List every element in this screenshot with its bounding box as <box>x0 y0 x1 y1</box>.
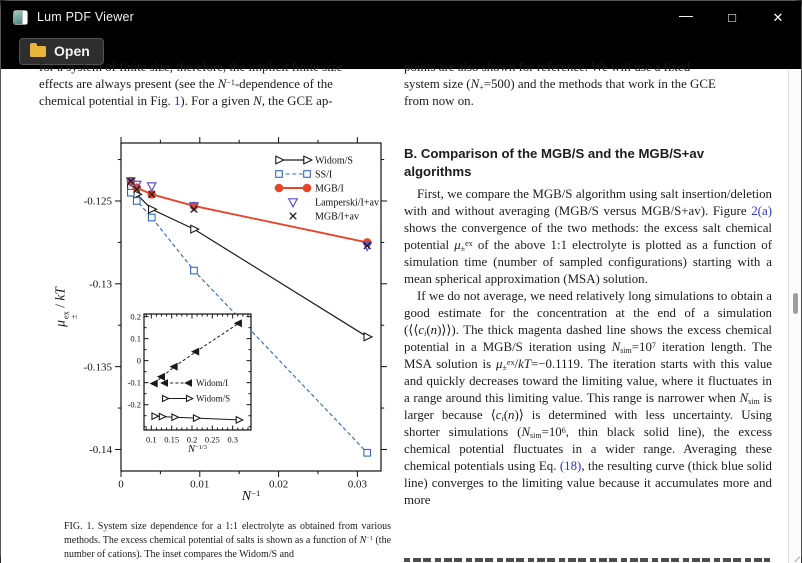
window-controls <box>663 1 801 33</box>
figure-1-chart <box>39 133 391 525</box>
app-icon-left-pane <box>14 11 22 24</box>
left-column <box>39 60 391 110</box>
svg-text:-0.125: -0.125 <box>83 195 112 208</box>
svg-text:SS/I: SS/I <box>315 169 333 181</box>
maximize-icon: □ <box>728 9 736 25</box>
svg-text:-0.14: -0.14 <box>89 444 112 457</box>
svg-text:0: 0 <box>136 355 141 366</box>
right-column <box>404 60 773 509</box>
svg-text:-0.1: -0.1 <box>127 377 141 388</box>
svg-text:Lamperski/I+av: Lamperski/I+av <box>315 197 379 209</box>
text-line: for a system of finite size; therefore, the implicit finite size <box>39 60 343 74</box>
app-icon <box>13 10 28 25</box>
titlebar <box>1 1 801 33</box>
y-axis-label: μ ex ± / kT <box>52 287 79 327</box>
figure-caption: FIG. 1. System size dependence for a 1:1 electrolyte as obtained from various methods. The excess chemical potential of salts is shown as a function of $N^{-1}$ (the number of cations). The inset compares the Widom/S and <box>64 521 392 560</box>
open-button-label: Open <box>54 42 90 59</box>
window-title: Lum PDF Viewer <box>37 10 135 24</box>
svg-text:MGB/I+av: MGB/I+av <box>315 211 359 223</box>
maximize-button[interactable] <box>709 1 755 33</box>
text-line: from now on. <box>404 94 474 108</box>
pdf-page <box>1 60 788 563</box>
text-line: chemical potential in Fig. 1). For a given N, the GCE ap- <box>39 94 333 108</box>
clipped-text-line <box>404 558 770 562</box>
scrollbar-thumb[interactable] <box>793 293 798 314</box>
section-heading: B. Comparison of the MGB/S and the MGB/S+av algorithms <box>404 146 705 179</box>
minimize-icon: — <box>679 6 693 23</box>
svg-text:0.3: 0.3 <box>227 434 239 445</box>
text-line: system size $(N_+=500)$ and the methods that work in the GCE <box>404 77 716 93</box>
svg-text:0.25: 0.25 <box>204 434 220 445</box>
svg-text:MGB/I: MGB/I <box>315 183 344 195</box>
folder-icon <box>30 46 46 57</box>
paragraph-2: If we do not average, we need relatively long simulations to obtain a good estimate for the concentration at the end of a simulation $(⟨⟨c_i(n)⟩⟩)$. The thick magenta dashed line shows the excess chemical potential in a MGB/S iteration using $N_{sim}=10^7$ iteration length. The MSA solution is $\mu_\pm^{ex}/kT=-0.1119$. The iteration starts with this value and quickly decreases toward the limiting value, where it fluctuates in a range around this limiting value. This range is narrower when $N_{sim}$ is larger because $⟨c_i(n)⟩$ is determined with less uncertainty. Using shorter simulations ($N_{sim}=10^6$, thin black solid line), the excess chemical potential fluctuates in a wider range. Averaging these chemical potentials using Eq. (18), the resulting curve (thick blue solid line) converges to the limiting value because it accumulates more and more <box>404 289 772 507</box>
svg-text:-0.135: -0.135 <box>83 361 112 374</box>
svg-text:0.1: 0.1 <box>130 333 141 344</box>
scrollbar[interactable] <box>788 69 801 563</box>
close-button[interactable] <box>755 1 801 33</box>
svg-text:0.01: 0.01 <box>190 478 210 491</box>
close-icon: ✕ <box>772 9 784 25</box>
svg-text:Widom/I: Widom/I <box>196 378 229 389</box>
svg-text:0.03: 0.03 <box>347 478 367 491</box>
svg-text:0: 0 <box>118 478 124 491</box>
figure-1 <box>39 133 391 525</box>
svg-text:0.2: 0.2 <box>130 311 141 322</box>
app-icon-right-pane <box>22 11 27 24</box>
inset-x-axis-label: $N^{-1/3}$ <box>188 444 207 455</box>
svg-text:-0.2: -0.2 <box>127 399 141 410</box>
text-line: effects are always present (see the $N^{-1}$-dependence of the <box>39 77 333 91</box>
svg-text:Widom/S: Widom/S <box>196 393 231 404</box>
document-area <box>1 60 801 563</box>
svg-text:0.02: 0.02 <box>268 478 289 491</box>
svg-text:-0.13: -0.13 <box>89 278 112 291</box>
resize-grip[interactable] <box>790 552 800 562</box>
svg-text:0.2: 0.2 <box>186 434 198 445</box>
svg-text:0.1: 0.1 <box>146 434 157 445</box>
minimize-button[interactable] <box>663 1 709 33</box>
svg-text:0.15: 0.15 <box>164 434 180 445</box>
paragraph-1: First, we compare the MGB/S algorithm using salt insertion/deletion with and without averaging (MGB/S versus MGB/S+av). Figure 2(a) shows the convergence of the two methods: the excess salt chemical potential $\mu_\pm^{ex}$ of the above 1:1 electrolyte is plotted as a function of simulation time (number of sampled configurations) starting with a mean spherical approximation (MSA) solution. <box>404 187 773 286</box>
svg-text:Widom/S: Widom/S <box>315 155 353 167</box>
text-line: points are also shown for reference. We will use a fixed <box>404 60 691 74</box>
x-axis-label: $N^{-1}$ <box>241 488 261 504</box>
